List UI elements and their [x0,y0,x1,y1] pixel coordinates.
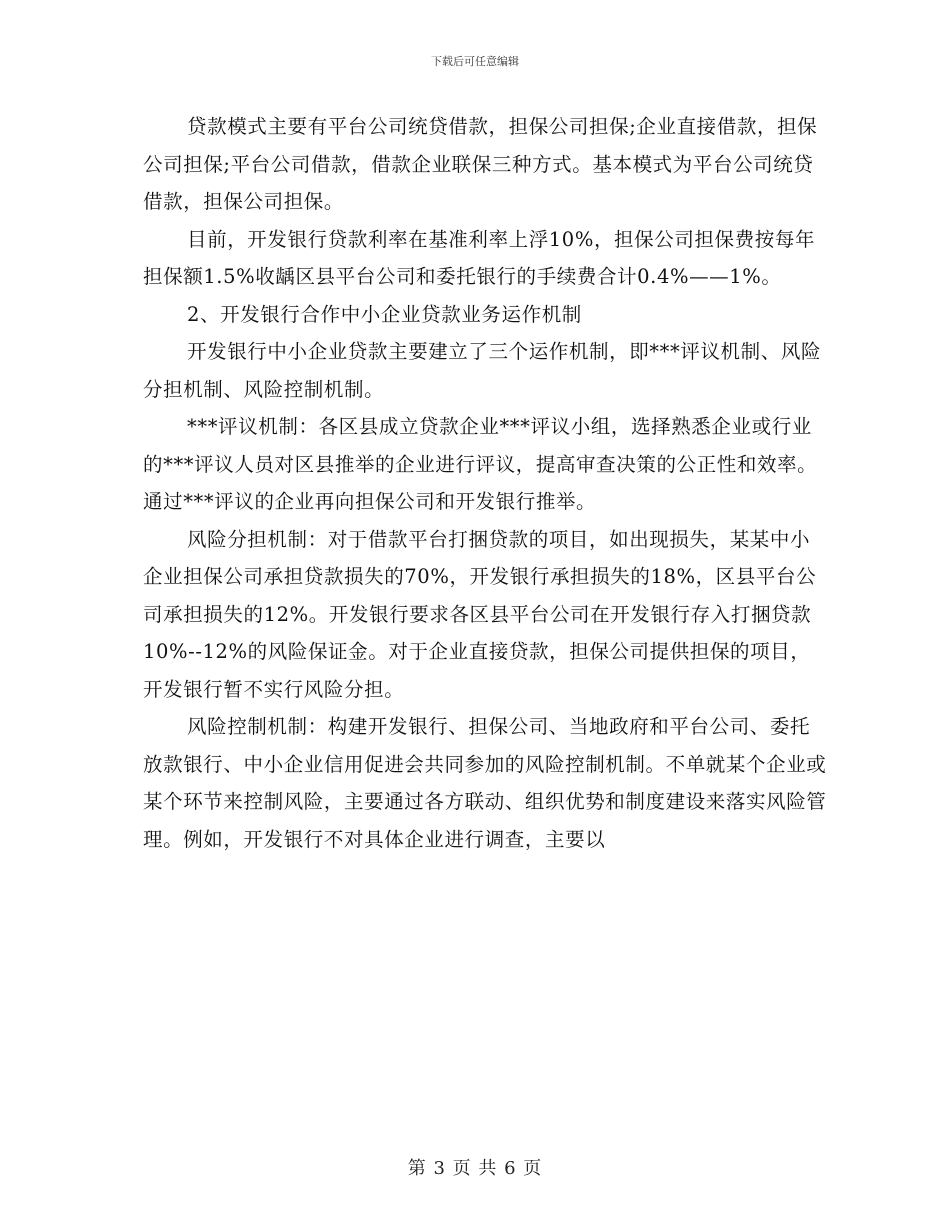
page-number-total: 6 [504,1158,517,1179]
paragraph-loan-modes: 贷款模式主要有平台公司统贷借款，担保公司担保;企业直接借款，担保公司担保;平台公司借款，借款企业联保三种方式。基本模式为平台公司统贷借款，担保公司担保。 [143,115,818,213]
page-number-current: 3 [433,1158,446,1179]
paragraph-interest-rate: 目前，开发银行贷款利率在基准利率上浮10%，担保公司担保费按每年担保额1.5%收龋区县平台公司和委托银行的手续费合计0.4%——1%。 [143,227,816,288]
paragraph-mechanisms: 开发银行中小企业贷款主要建立了三个运作机制，即***评议机制、风险分担机制、风险控制机制。 [143,340,822,401]
page-label-suffix: 页 [523,1158,543,1179]
page-header: 下载后可任意编辑 [431,55,519,68]
page-label-mid: 页 共 [452,1158,498,1179]
page-label-prefix: 第 [407,1158,427,1179]
paragraph-risk-sharing: 风险分担机制：对于借款平台打捆贷款的项目，如出现损失，某某中小企业担保公司承担贷款损失的70%，开发银行承担损失的18%，区县平台公司承担损失的12%。开发银行要求各区县平台公司在开发银行存入打捆贷款10%--12%的风险保证金。对于企业直接贷款，担保公司提供担保的项目，开发银行暂不实行风险分担。 [143,527,817,701]
section-heading: 2、开发银行合作中小企业贷款业务运作机制 [187,302,582,326]
page-footer [0,1154,950,1180]
document-body [143,108,828,858]
paragraph-risk-control: 风险控制机制：构建开发银行、担保公司、当地政府和平台公司、委托放款银行、中小企业信用促进会共同参加的风险控制机制。不单就某个企业或某个环节来控制风险，主要通过各方联动、组织优势和制度建设来落实风险管理。例如，开发银行不对具体企业进行调查，主要以 [143,715,827,851]
paragraph-review-mechanism: ***评议机制：各区县成立贷款企业***评议小组，选择熟悉企业或行业的***评议人员对区县推举的企业进行评议，提高审查决策的公正性和效率。通过***评议的企业再向担保公司和开发银行推举。 [143,415,818,513]
